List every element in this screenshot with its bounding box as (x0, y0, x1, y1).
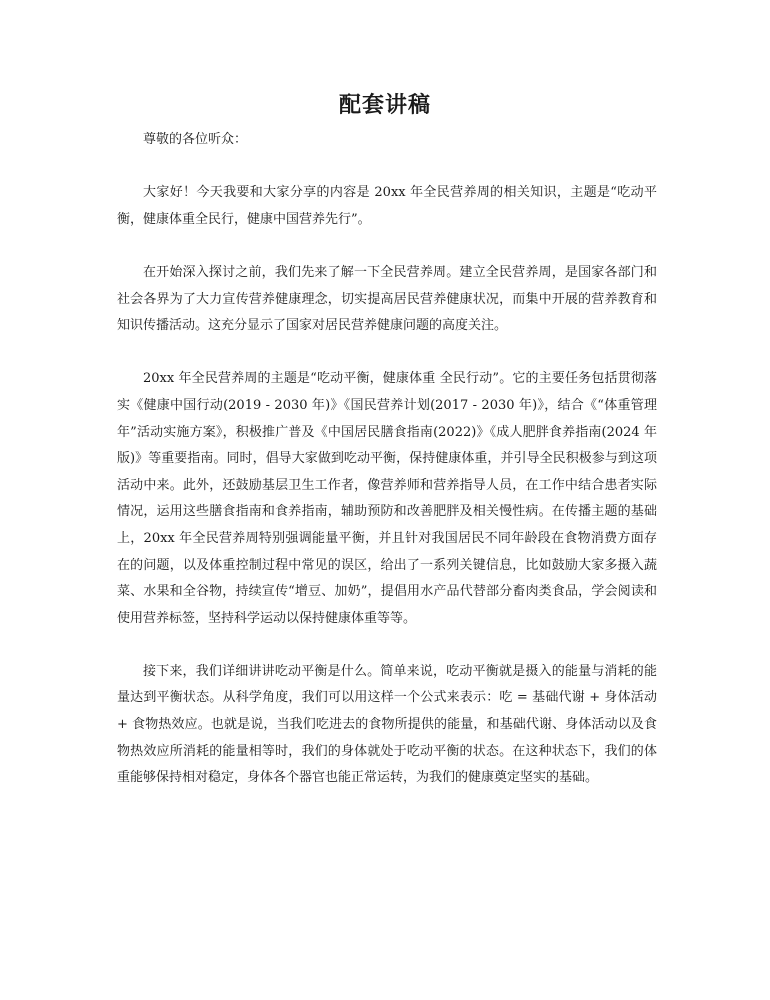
salutation: 尊敬的各位听众： (143, 132, 248, 147)
speech-body (117, 127, 657, 818)
paragraph-theme-tasks: 20xx 年全民营养周的主题是“吃动平衡，健康体重 全民行动”。它的主要任务包括贯彻落实《健康中国行动(2019 - 2030 年)》《国民营养计划(2017 - 2030 年)》，结合《“体重管理年”活动实施方案》，积极推广普及《中国居民膳食指南(2022)》《成人肥胖食养指南(2024 年版)》等重要指南。同时，倡导大家做到吃动平衡，保持健康体重，并引导全民积极参与到这项活动中来。此外，还鼓励基层卫生工作者，像营养师和营养指导人员，在工作中结合患者实际情况，运用这些膳食指南和食养指南，辅助预防和改善肥胖及相关慢性病。在传播主题的基础上，20xx 年全民营养周特别强调能量平衡，并且针对我国居民不同年龄段在食物消费方面存在的问题，以及体重控制过程中常见的误区，给出了一系列关键信息，比如鼓励大家多摄入蔬菜、水果和全谷物，持续宣传“增豆、加奶”，提倡用水产品代替部分畜肉类食品，学会阅读和使用营养标签，坚持科学运动以保持健康体重等等。 (117, 371, 657, 626)
paragraph-nutrition-week-intro: 在开始深入探讨之前，我们先来了解一下全民营养周。建立全民营养周，是国家各部门和社会各界为了大力宣传营养健康理念，切实提高居民营养健康状况，而集中开展的营养教育和知识传播活动。这充分显示了国家对居民营养健康问题的高度关注。 (117, 264, 657, 334)
page-title: 配套讲稿 (338, 92, 431, 118)
paragraph-energy-balance: 接下来，我们详细讲讲吃动平衡是什么。简单来说，吃动平衡就是摄入的能量与消耗的能量达到平衡状态。从科学角度，我们可以用这样一个公式来表示：吃 = 基础代谢 + 身体活动 + 食物热效应。也就是说，当我们吃进去的食物所提供的能量，和基础代谢、身体活动以及食物热效应所消耗的能量相等时，我们的身体就处于吃动平衡的状态。在这种状态下，我们的体重能够保持相对稳定，身体各个器官也能正常运转，为我们的健康奠定坚实的基础。 (117, 663, 657, 786)
paragraph-greeting: 大家好！今天我要和大家分享的内容是 20xx 年全民营养周的相关知识，主题是“吃动平衡，健康体重全民行，健康中国营养先行”。 (117, 185, 657, 227)
